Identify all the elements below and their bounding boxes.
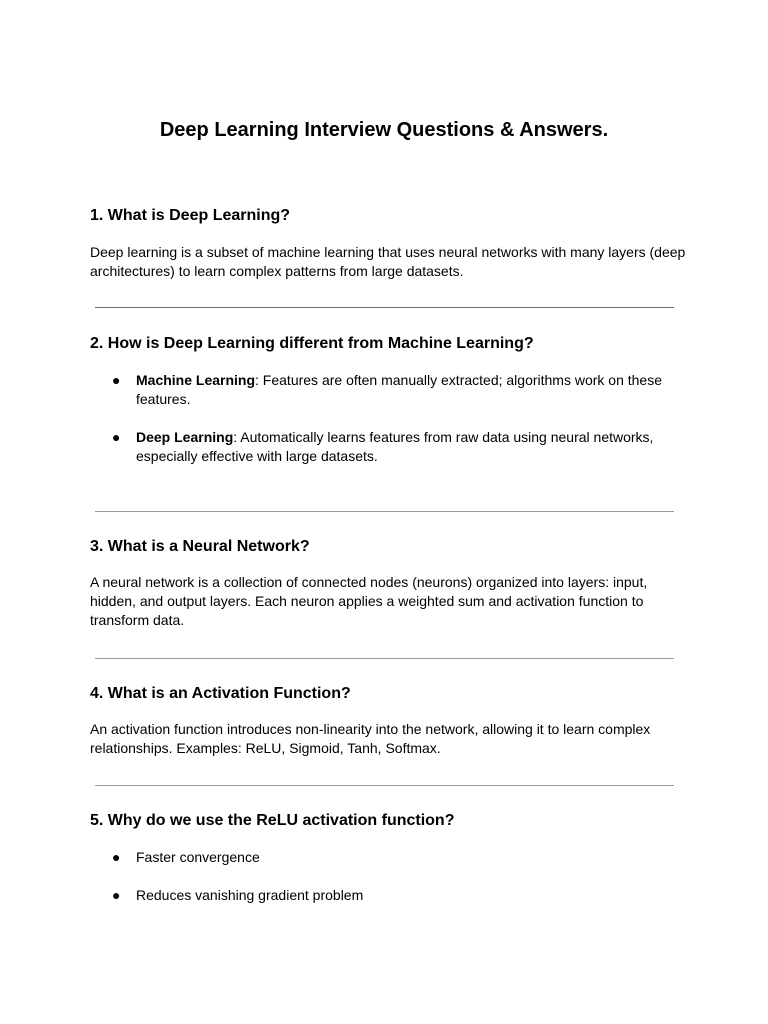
bullet-text: Reduces vanishing gradient problem	[136, 887, 364, 903]
bullet-text: Faster convergence	[136, 849, 260, 865]
bullet-term: Deep Learning	[136, 429, 234, 445]
bullet-icon: ●	[112, 429, 121, 445]
bullet-icon: ●	[112, 887, 121, 903]
list-item	[90, 371, 688, 409]
list-item	[90, 886, 688, 905]
question-4-answer: An activation function introduces non-linearity into the network, allowing it to learn complex relationships. Examples: ReLU, Sigmoid, Tanh, Softmax.	[90, 721, 651, 756]
question-1-heading: 1. What is Deep Learning?	[90, 207, 291, 224]
question-3-answer: A neural network is a collection of connected nodes (neurons) organized into layers: input, hidden, and output layers. Each neuron applies a weighted sum and activation function to transform data.	[90, 574, 648, 628]
section-divider	[95, 307, 674, 308]
list-item	[90, 848, 688, 867]
question-4-heading: 4. What is an Activation Function?	[90, 685, 351, 702]
bullet-icon: ●	[112, 849, 121, 865]
question-5-bullet-list	[90, 848, 688, 905]
document-title: Deep Learning Interview Questions & Answers.	[159, 119, 609, 141]
section-divider	[95, 785, 674, 786]
bullet-term: Machine Learning	[136, 372, 256, 388]
question-3-heading: 3. What is a Neural Network?	[90, 538, 310, 555]
bullet-text: : Features are often manually extracted; algorithms work on these features.	[136, 372, 663, 407]
question-5-heading: 5. Why do we use the ReLU activation function?	[90, 812, 455, 829]
bullet-icon: ●	[112, 372, 121, 388]
question-1-answer: Deep learning is a subset of machine learning that uses neural networks with many layers (deep architectures) to learn complex patterns from large datasets.	[90, 244, 686, 279]
section-divider	[95, 658, 674, 659]
list-item	[90, 428, 688, 466]
question-2-heading: 2. How is Deep Learning different from Machine Learning?	[90, 335, 534, 352]
question-2-bullet-list	[90, 371, 688, 466]
bullet-text: : Automatically learns features from raw data using neural networks, especially effective with large datasets.	[136, 429, 654, 464]
section-divider	[95, 511, 674, 512]
